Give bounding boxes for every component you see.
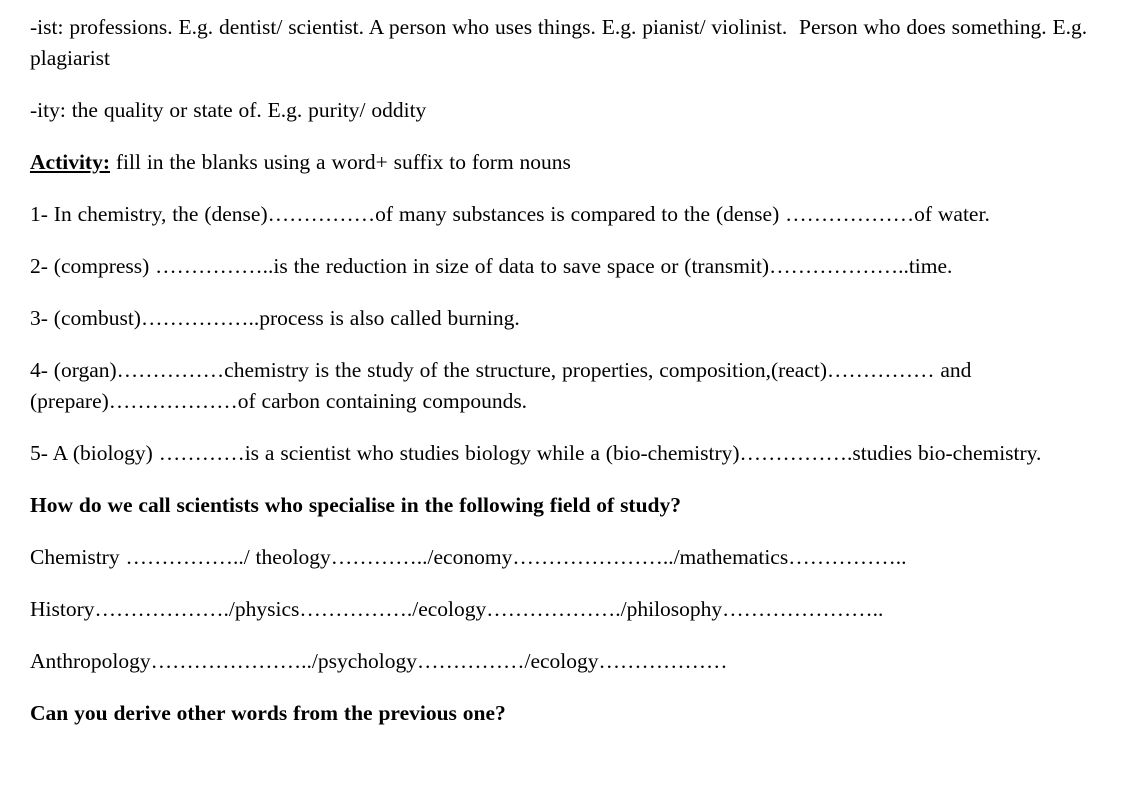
paragraph	[30, 646, 1092, 677]
paragraph	[30, 490, 1092, 521]
paragraph	[30, 303, 1092, 334]
text-segment: fill in the blanks using a word+ suffix to form nouns	[110, 150, 571, 174]
paragraph	[30, 147, 1092, 178]
paragraph	[30, 355, 1092, 417]
paragraph	[30, 542, 1092, 573]
paragraph	[30, 438, 1092, 469]
document-body	[30, 12, 1092, 729]
paragraph	[30, 199, 1092, 230]
text-segment: History………………./physics……………./ecology………………./philosophy…………………..	[30, 597, 884, 621]
text-segment: 1- In chemistry, the (dense)……………of many substances is compared to the (dense) ………………of water.	[30, 202, 990, 226]
paragraph	[30, 95, 1092, 126]
text-segment: 5- A (biology) …………is a scientist who studies biology while a (bio-chemistry)…………….studies bio-chemistry.	[30, 441, 1042, 465]
text-segment: 4- (organ)……………chemistry is the study of the structure, properties, composition,(react)…………… and (prepare)………………of carbon containing compounds.	[30, 358, 978, 413]
paragraph	[30, 12, 1092, 74]
text-segment: Chemistry ……………../ theology…………../economy…………………../mathematics……………..	[30, 545, 907, 569]
paragraph	[30, 251, 1092, 282]
text-segment: Can you derive other words from the previous one?	[30, 701, 506, 725]
text-segment: -ist: professions. E.g. dentist/ scientist. A person who uses things. E.g. pianist/ violinist. Person who does something. E.g. plagiarist	[30, 15, 1093, 70]
text-segment: 3- (combust)……………..process is also called burning.	[30, 306, 520, 330]
text-segment: 2- (compress) ……………..is the reduction in size of data to save space or (transmit)………………..time.	[30, 254, 953, 278]
text-segment: Anthropology…………………../psychology……………/ecology………………	[30, 649, 728, 673]
paragraph	[30, 594, 1092, 625]
text-segment: How do we call scientists who specialise in the following field of study?	[30, 493, 682, 517]
text-segment: Activity:	[30, 150, 110, 174]
paragraph	[30, 698, 1092, 729]
text-segment: -ity: the quality or state of. E.g. purity/ oddity	[30, 98, 427, 122]
